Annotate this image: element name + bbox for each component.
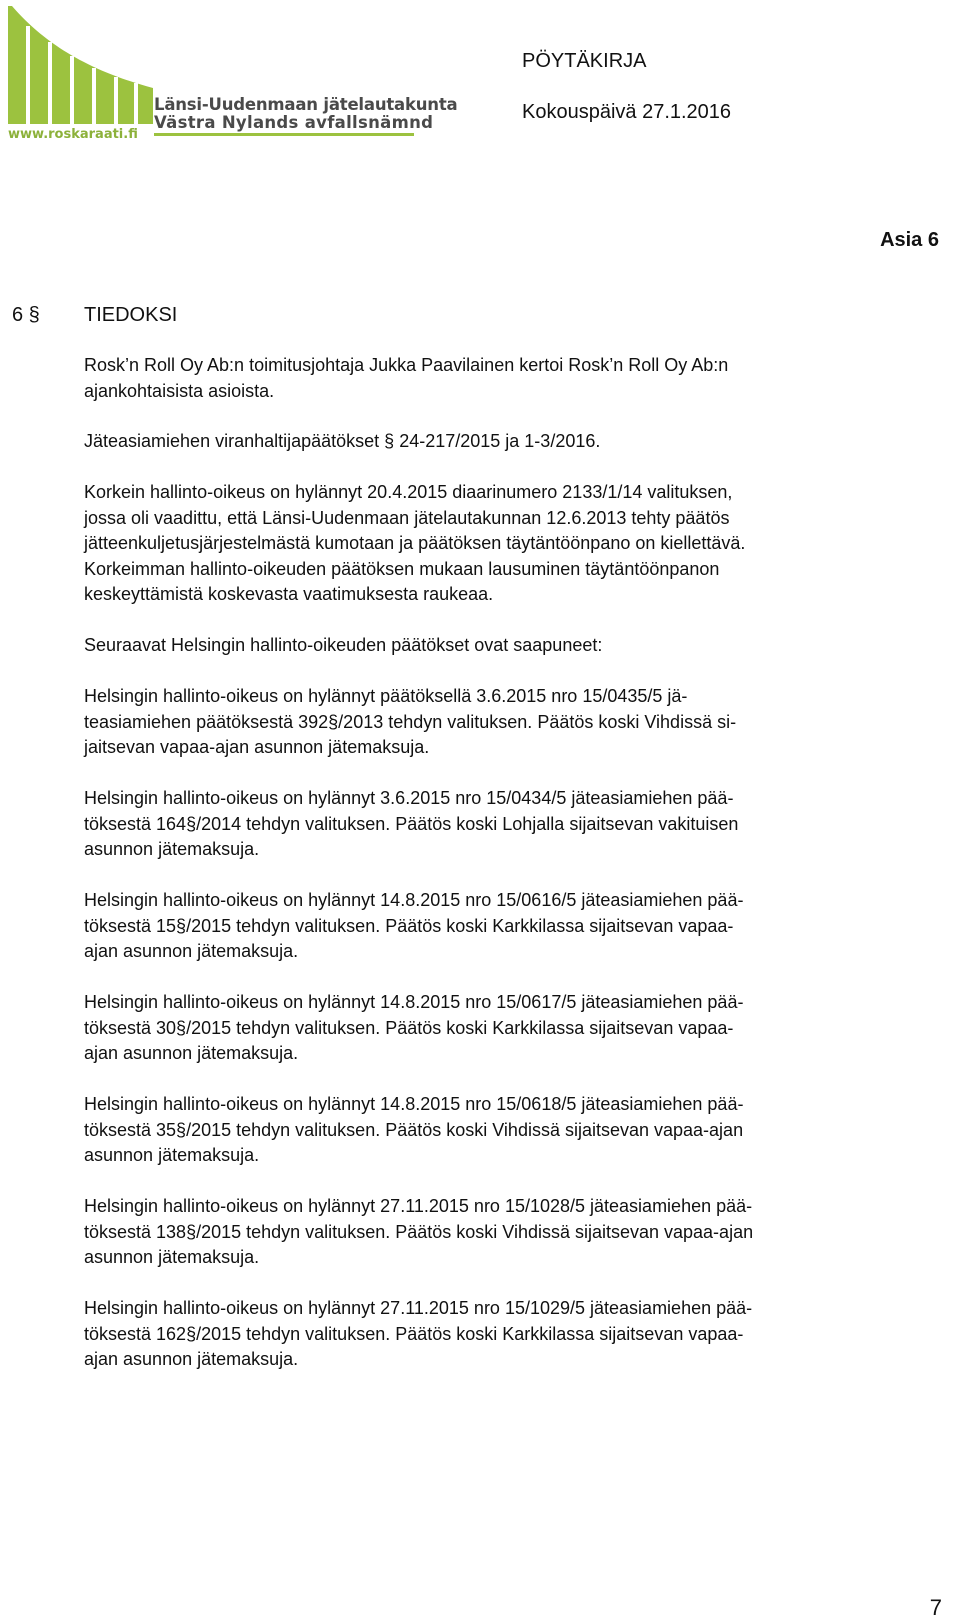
logo-name-swedish: Västra Nylands avfallsnämnd <box>154 113 434 132</box>
document-type: PÖYTÄKIRJA <box>522 50 647 72</box>
logo-name-finnish: Länsi-Uudenmaan jätelautakunta <box>154 95 458 114</box>
section-title: TIEDOKSI <box>84 304 178 326</box>
logo-graphic <box>8 6 158 131</box>
meeting-date: Kokouspäivä 27.1.2016 <box>522 101 732 123</box>
paragraph-decision-5: Helsingin hallinto-oikeus on hylännyt 14.8.2015 nro 15/0618/5 jäteasiamiehen pää- töksestä 35§/2015 tehdyn valituksen. Päätös koski Vihdissä sijaitsevan vapaa-ajan asunnon jätemaksuja. <box>84 1094 744 1165</box>
logo-underline <box>154 133 434 137</box>
paragraph-decision-4: Helsingin hallinto-oikeus on hylännyt 14.8.2015 nro 15/0617/5 jäteasiamiehen pää- töksestä 30§/2015 tehdyn valituksen. Päätös koski Karkkilassa sijaitsevan vapaa- ajan asunnon jätemaksuja. <box>84 992 744 1063</box>
logo-website: www.roskaraati.fi <box>8 127 138 142</box>
paragraph-decision-2: Helsingin hallinto-oikeus on hylännyt 3.6.2015 nro 15/0434/5 jäteasiamiehen pää- töksestä 164§/2014 tehdyn valituksen. Päätös koski Lohjalla sijaitsevan vakituisen asunnon jätemaksuja. <box>84 788 739 859</box>
paragraph-decision-3: Helsingin hallinto-oikeus on hylännyt 14.8.2015 nro 15/0616/5 jäteasiamiehen pää- töksestä 15§/2015 tehdyn valituksen. Päätös koski Karkkilassa sijaitsevan vapaa- ajan asunnon jätemaksuja. <box>84 890 744 961</box>
section-number: 6 § <box>12 304 40 326</box>
organization-logo <box>8 6 458 146</box>
paragraph-decision-6: Helsingin hallinto-oikeus on hylännyt 27.11.2015 nro 15/1028/5 jäteasiamiehen pää- töksestä 138§/2015 tehdyn valituksen. Päätös koski Vihdissä sijaitsevan vapaa-ajan asunnon jätemaksuja. <box>84 1196 754 1267</box>
paragraph-official-decisions: Jäteasiamiehen viranhaltijapäätökset § 24-217/2015 ja 1-3/2016. <box>84 431 601 451</box>
paragraph-supreme-court: Korkein hallinto-oikeus on hylännyt 20.4.2015 diaarinumero 2133/1/14 valituksen, jossa oli vaadittu, että Länsi-Uudenmaan jätelautakunnan 12.6.2013 tehty päätös jätteenkuljetusjärjestelmästä kumotaan ja päätöksen täytäntöönpano on kiellettävä. Korkeimman hallinto-oikeuden päätöksen mukaan lausuminen täytäntöönpanon keskeyttämistä koskevasta vaatimuksesta raukeaa. <box>84 482 746 604</box>
page-number: 7 <box>929 1595 942 1620</box>
paragraph-incoming-decisions: Seuraavat Helsingin hallinto-oikeuden päätökset ovat saapuneet: <box>84 635 603 655</box>
paragraph-decision-1: Helsingin hallinto-oikeus on hylännyt päätöksellä 3.6.2015 nro 15/0435/5 jä- teasiamiehen päätöksestä 392§/2013 tehdyn valituksen. Päätös koski Vihdissä si- jaitsevan vapaa-ajan asunnon jätemaksuja. <box>84 686 737 757</box>
item-label: Asia 6 <box>880 229 939 251</box>
paragraph-decision-7: Helsingin hallinto-oikeus on hylännyt 27.11.2015 nro 15/1029/5 jäteasiamiehen pää- töksestä 162§/2015 tehdyn valituksen. Päätös koski Karkkilassa sijaitsevan vapaa- ajan asunnon jätemaksuja. <box>84 1298 753 1369</box>
paragraph-rosknroll: Rosk’n Roll Oy Ab:n toimitusjohtaja Jukka Paavilainen kertoi Rosk’n Roll Oy Ab:n ajankohtaisista asioista. <box>84 355 729 401</box>
